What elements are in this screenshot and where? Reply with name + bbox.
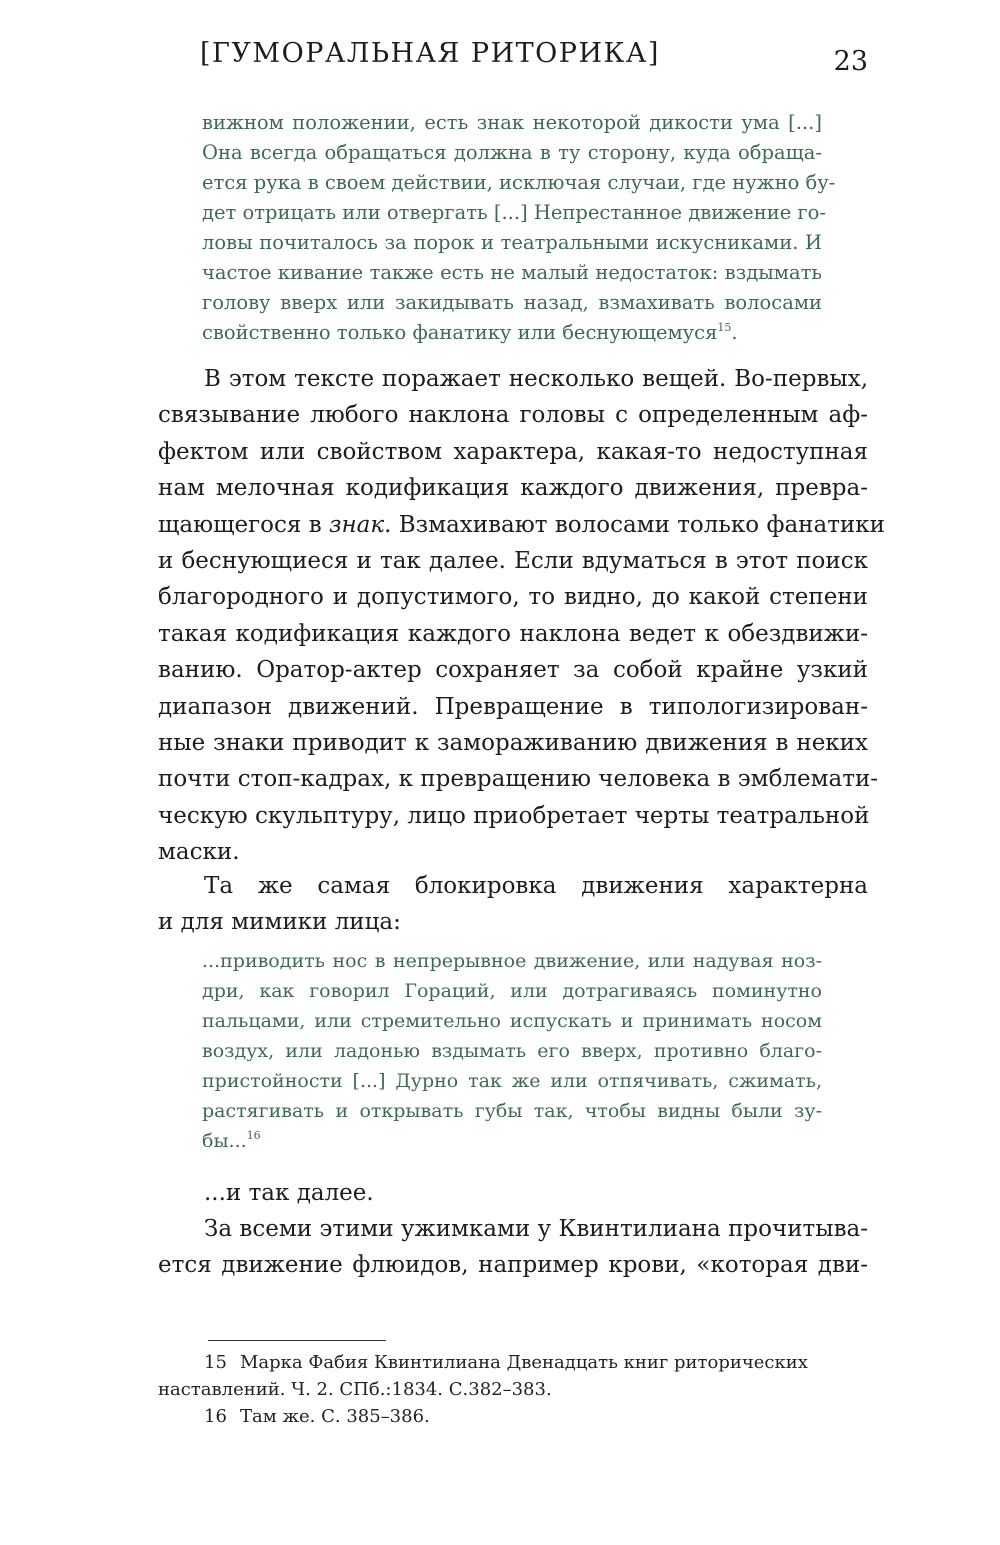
paragraph-1-line: ванию. Оратор-актер сохраняет за собой крайне узкий	[158, 657, 868, 684]
paragraph-4-line: За всеми этими ужимками у Квинтилиана прочитыва-	[204, 1216, 868, 1242]
quote-2-line: ...приводить нос в непрерывное движение, или надувая ноз-	[202, 950, 822, 972]
line-text: . Взмахивают волосами только фанатики	[384, 511, 885, 538]
paragraph-4-line: ется движение флюидов, например крови, «которая дви-	[158, 1252, 868, 1279]
quote-1-line: ловы почиталось за порок и театральными искусниками. И	[202, 231, 822, 254]
paragraph-2-line: Та же самая блокировка движения характерна	[204, 873, 868, 899]
footnote-ref-16[interactable]: 16	[246, 1129, 261, 1142]
quote-1-line: голову вверх или закидывать назад, взмахивать волосами	[202, 291, 822, 314]
paragraph-1-line: связывание любого наклона головы с определенным аф-	[158, 402, 868, 429]
line-text: щающегося в	[158, 511, 329, 538]
block-quote-1	[202, 108, 836, 348]
paragraph-1-line: нам мелочная кодификация каждого движения, превра-	[158, 475, 868, 502]
paragraph-1-line: почти стоп-кадрах, к превращению человека в эмблемати-	[158, 766, 879, 793]
paragraph-1-line: такая кодификация каждого наклона ведет к обездвижи-	[158, 620, 868, 647]
footnote-15	[158, 1349, 868, 1376]
paragraph-1	[158, 361, 885, 871]
emphasis-znak: знак	[328, 511, 385, 538]
quote-2-line: дри, как говорил Гораций, или дотрагиваясь поминутно	[202, 980, 822, 1002]
quote-1-line: ется рука в своем действии, исключая случаи, где нужно бу-	[202, 171, 836, 194]
footnotes	[158, 1349, 868, 1430]
block-quote-2	[202, 946, 822, 1156]
page-header	[200, 38, 868, 82]
footnote-number: 16	[204, 1406, 227, 1427]
paragraph-2-line: и для мимики лица:	[158, 909, 401, 936]
quote-2-line: воздух, или ладонью вздымать его вверх, противно благо-	[202, 1040, 822, 1062]
footnote-15-continuation	[158, 1376, 868, 1403]
footnote-number: 15	[204, 1352, 227, 1373]
paragraph-1-line	[158, 507, 885, 543]
quote-2-line: пальцами, или стремительно испускать и принимать носом	[202, 1010, 822, 1032]
paragraph-1-line: благородного и допустимого, то видно, до какой степени	[158, 584, 868, 611]
quote-1-line: свойственно только фанатику или беснующемуся	[202, 321, 718, 344]
paragraph-1-line: фектом или свойством характера, какая-то недоступная	[158, 438, 868, 465]
quote-2-line: растягивать и открывать губы так, чтобы видны были зу-	[202, 1100, 822, 1122]
page-number: 23	[833, 46, 868, 77]
paragraph-1-line: и беснующиеся и так далее. Если вдуматься в этот поиск	[158, 548, 868, 575]
paragraph-1-line: В этом тексте поражает несколько вещей. Во-первых,	[204, 366, 868, 392]
paragraph-1-line: маски.	[158, 839, 240, 866]
paragraph-2	[158, 868, 868, 941]
paragraph-4	[158, 1211, 868, 1284]
quote-1-line: Она всегда обращаться должна в ту сторону, куда обраща-	[202, 141, 822, 164]
footnote-text: Там же. С. 385–386.	[240, 1406, 430, 1427]
quote-2-line: бы...	[202, 1130, 247, 1152]
footnote-separator	[208, 1340, 386, 1341]
paragraph-3-line: ...и так далее.	[204, 1180, 374, 1206]
footnote-text: наставлений. Ч. 2. СПб.:1834. С.382–383.	[158, 1379, 552, 1400]
footnote-ref-15[interactable]: 15	[717, 321, 732, 334]
footnote-text: Марка Фабия Квинтилиана Двенадцать книг риторических	[240, 1352, 808, 1373]
paragraph-1-line: ческую скульптуру, лицо приобретает черты театральной	[158, 802, 870, 829]
quote-2-last-line	[202, 1126, 822, 1156]
paragraph-3	[158, 1175, 868, 1211]
running-head: [ГУМОРАЛЬНАЯ РИТОРИКА]	[200, 38, 660, 69]
paragraph-1-line: диапазон движений. Превращение в типологизирован-	[158, 693, 868, 720]
quote-1-line: частое кивание также есть не малый недостаток: вздымать	[202, 261, 822, 284]
quote-1-last-line: свойственно только фанатику или беснующемуся$^{15}$.	[202, 321, 738, 344]
quote-1-line: вижном положении, есть знак некоторой дикости ума [...]	[202, 111, 822, 134]
quote-2-line: пристойности [...] Дурно так же или отпячивать, сжимать,	[202, 1070, 822, 1092]
footnote-16	[158, 1403, 868, 1430]
quote-1-line: дет отрицать или отвергать [...] Непрестанное движение го-	[202, 201, 826, 224]
paragraph-1-line: ные знаки приводит к замораживанию движения в неких	[158, 730, 868, 757]
